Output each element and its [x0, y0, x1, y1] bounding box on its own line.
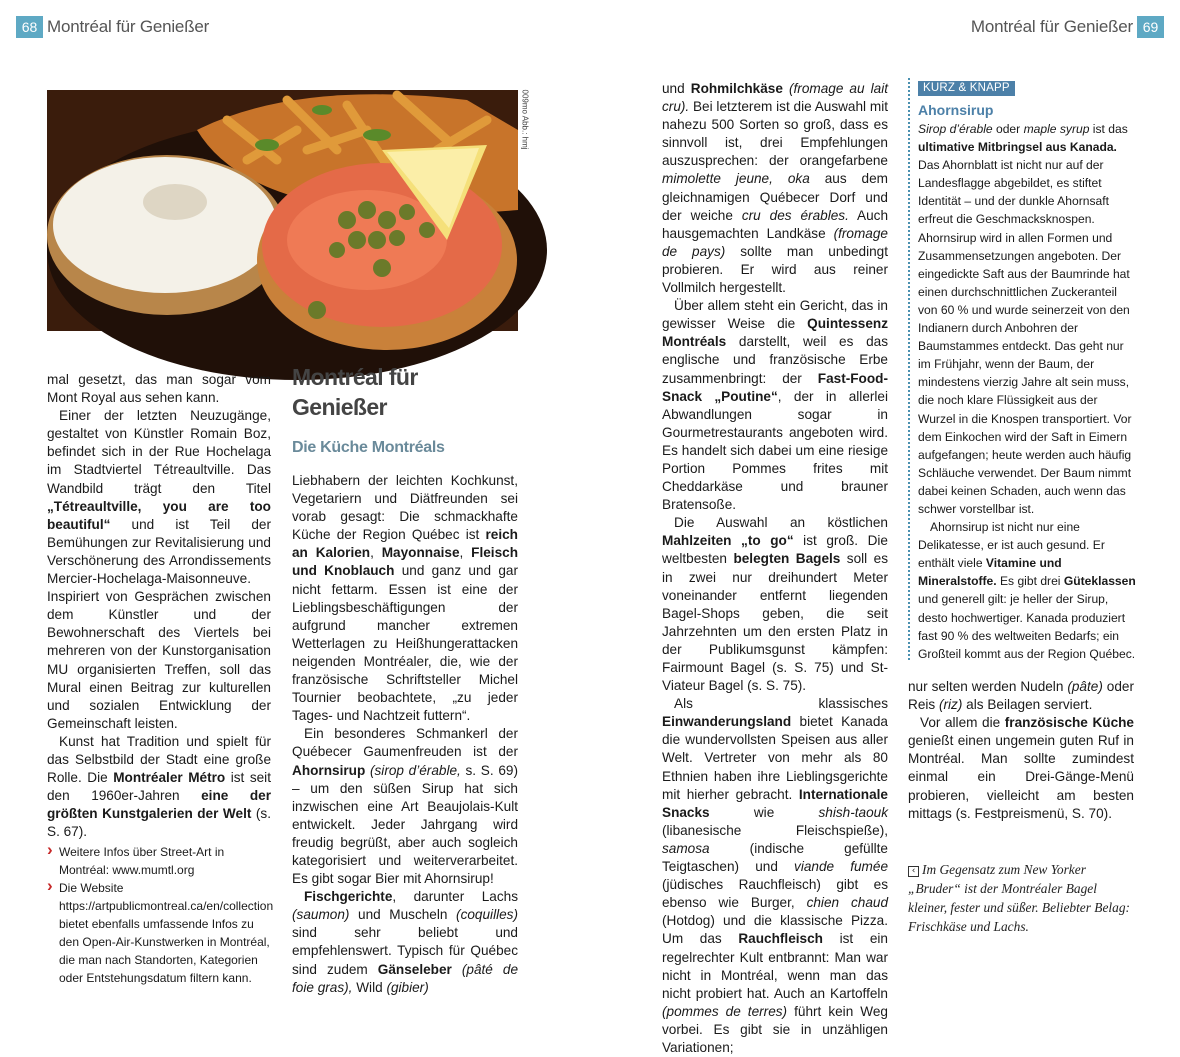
- left-column-1: [47, 371, 274, 987]
- paragraph: mal gesetzt, das man sogar vom Mont Royal aus sehen kann.: [47, 372, 271, 406]
- paragraph: Kunst hat Tradition und spielt für das Selbstbild der Stadt eine große Rolle. Die Montréaler Métro ist seit den 1960er-Jahren eine der größten Kunstgalerien der Welt (s. S. 67).: [47, 733, 271, 840]
- info-box-maple-syrup: [908, 78, 1136, 660]
- info-list: [47, 843, 274, 987]
- paragraph: Fischgerichte, darunter Lachs (saumon) und Muscheln (coquilles) sind sehr beliebt und empfehlenswert. Typisch für Québec sind zudem Gänseleber (pâté de foie gras), Wild (gibier): [292, 889, 518, 995]
- paragraph: Einer der letzten Neuzugänge, gestaltet von Künstler Romain Boz, befindet sich in der Rue Hochelaga im Stadtviertel Tétreaultville. Das Wandbild trägt den Titel „Tétreaultville, you are too beautiful“ und ist Teil der Bemühungen zur Revitalisierung und Verschönerung des Arrondissements Mercier-Hochelaga-Maisonneuve. Inspiriert von Gesprächen zwischen dem Künstler und der Bewohnerschaft des Viertels bei mehreren von der Kunstorganisation MU organisierten Treffen, soll das Mural einen Beitrag zur kulturellen und sozialen Entwicklung der Gemeinschaft leisten.: [47, 408, 271, 731]
- box-tag: KURZ & KNAPP: [918, 81, 1015, 96]
- left-column-2: [292, 362, 518, 997]
- photo-credit: 009mo Abb.: hmj: [520, 89, 530, 150]
- paragraph: und Rohmilchkäse (fromage au lait cru). Bei letzterem ist die Auswahl mit nahezu 500 Sorten so groß, dass es sinnvoll ist, drei Empfehlungen auszusprechen: der orangefarbene mimolette jeune, oka aus dem gleichnamigen Québecer Dorf und der weiche cru des érables. Auch hausgemachten Landkäse (fromage de pays) sollte man unbedingt probieren. Er wird aus reiner Vollmilch hergestellt.: [662, 81, 889, 296]
- list-item: › Die Website https://artpublicmontreal.ca/en/collection bietet ebenfalls umfassende Infos zu den Open-Air-Kunstwerken in Montréal, die man nach Standorten, Kategorien oder Entstehungsdatum filtern kann.: [47, 879, 271, 987]
- right-column-1: [662, 80, 888, 1057]
- paragraph: Sirop d’érable oder maple syrup ist das ultimative Mitbringsel aus Kanada. Das Ahornblatt ist nicht nur auf der Landesflagge abgebildet, es stiftet Identität – und der dunkle Ahornsaft erfreut die Geschmacksknospen. Ahornsirup wird in allen Formen und Zusammensetzungen angeboten. Der eingedickte Saft aus der Baumrinde hat einen durchschnittlichen Zuckeranteil von 60 % und wurde seinerzeit von den Indianern durch Anbohren der Baumstammes entdeckt. Das geht nur im Frühjahr, wenn der Baum, der mindestens vierzig Jahre alt sein muss, die noch klare Flüssigkeit aus der Wurzel in die Knospen transportiert. Vor dem Einkochen wird der Saft in Eimern aufgefangen; heute werden auch häufig Schläuche verwendet. Der Baum nimmt dabei keinen Schaden, auch wenn das schwer vorstellbar ist.: [918, 122, 1132, 516]
- bagel-photo: [47, 90, 518, 331]
- paragraph: Ein besonderes Schmankerl der Québecer Gaumenfreuden ist der Ahornsirup (sirop d’érable, s. S. 69) – um den süßen Sirup hat sich inzwischen eine Art Beaujolais-Kult entwickelt. Jeder Jahrgang wird freudig begrüßt, aber auch sogleich kategorisiert und weiterverarbeitet. Es gibt sogar Bier mit Ahornsirup!: [292, 726, 518, 887]
- paragraph: Ahornsirup ist nicht nur eine Delikatesse, er ist auch gesund. Er enthält viele Vitamine und Mineralstoffe. Es gibt drei Güteklassen und generell gilt: je heller der Sirup, desto hochwertiger. Kanada produziert fast 90 % des weltweiten Bedarfs; ein Großteil kommt aus der Region Québec.: [918, 520, 1136, 661]
- section-heading: Die Küche Montréals: [292, 439, 445, 456]
- left-page-number: 68: [16, 16, 43, 38]
- paragraph: Als klassisches Einwanderungsland bietet Kanada die wundervollsten Speisen aus aller Welt. Vertreter von mehr als 80 Ethnien haben ihre Lieblingsgerichte mit hierher gebracht. Internationale Snacks wie shish-taouk (libanesische Fleischspieße), samosa (indische gefüllte Teigtaschen) und viande fumée (jüdisches Rauchfleisch) gibt es ebenso wie Burger, chien chaud (Hotdog) und die klassische Pizza. Um das Rauchfleisch ist ein regelrechter Kult entbrannt: Man war nicht in Montréal, wenn man das nicht probiert hat. Auch an Kartoffeln (pommes de terres) führt kein Weg vorbei. Es gibt sie in unzähligen Variationen;: [662, 696, 889, 1055]
- paragraph: Über allem steht ein Gericht, das in gewisser Weise die Quintessenz Montréals darstellt, weil es das englische und französische Erbe zusammenbringt: der Fast-Food-Snack „Poutine“, der in allerlei Abwandlungen sogar in Gourmetrestaurants angeboten wird. Es handelt sich dabei um eine riesige Portion Pommes frites mit Cheddarkäse und brauner Bratensoße.: [662, 298, 889, 513]
- right-running-title: Montréal für Genießer: [970, 17, 1133, 36]
- paragraph: Vor allem die französische Küche genießt einen ungemein guten Ruf in Montréal. Man sollte zumindest einmal ein Drei-Gänge-Menü probieren, vielleicht am besten mittags (s. Festpreismenü, S. 70).: [908, 715, 1134, 821]
- left-running-title: Montréal für Genießer: [47, 17, 210, 36]
- chapter-heading: Montréal für Genießer: [292, 364, 418, 420]
- box-text: [918, 120, 1136, 663]
- right-column-2: [908, 678, 1134, 823]
- box-title: Ahornsirup: [918, 102, 994, 118]
- list-item: › Weitere Infos über Street-Art in Montréal: www.mumtl.org: [47, 843, 271, 879]
- photo-caption: ‹ Im Gegensatz zum New Yorker „Bruder“ ist der Montréaler Bagel kleiner, fester und süßer. Beliebter Belag: Frischkäse und Lachs.: [908, 862, 1131, 934]
- paragraph: Die Auswahl an köstlichen Mahlzeiten „to go“ ist groß. Die weltbesten belegten Bagels soll es in zwei nur dreihundert Meter voneinander entfernt liegenden Bagel-Shops geben, die seit Jahrzehnten um den ersten Platz in der Publikumsgunst kämpfen: Fairmount Bagel (s. S. 75) und St-Viateur Bagel (s. S. 75).: [662, 515, 889, 694]
- bagel-illustration: [47, 90, 518, 331]
- right-page-number: 69: [1137, 16, 1164, 38]
- paragraph: nur selten werden Nudeln (pâte) oder Reis (riz) als Beilagen serviert.: [908, 679, 1135, 713]
- arrow-left-icon: ‹: [908, 866, 919, 877]
- paragraph: Liebhabern der leichten Kochkunst, Vegetariern und Diätfreunden sei vorab gesagt: Die schmackhafte Küche der Region Québec ist reich an Kalorien, Mayonnaise, Fleisch und Knoblauch und ganz und gar nicht fettarm. Essen ist eine der Lieblingsbeschäftigungen der aufgrund mancher extremen Wetterlagen zu Heißhungerattacken neigenden Montréaler, die, wie der französische Schriftsteller Michel Tournier beobachtete, „zu jeder Tages- und Nachtzeit futtern“.: [292, 473, 519, 724]
